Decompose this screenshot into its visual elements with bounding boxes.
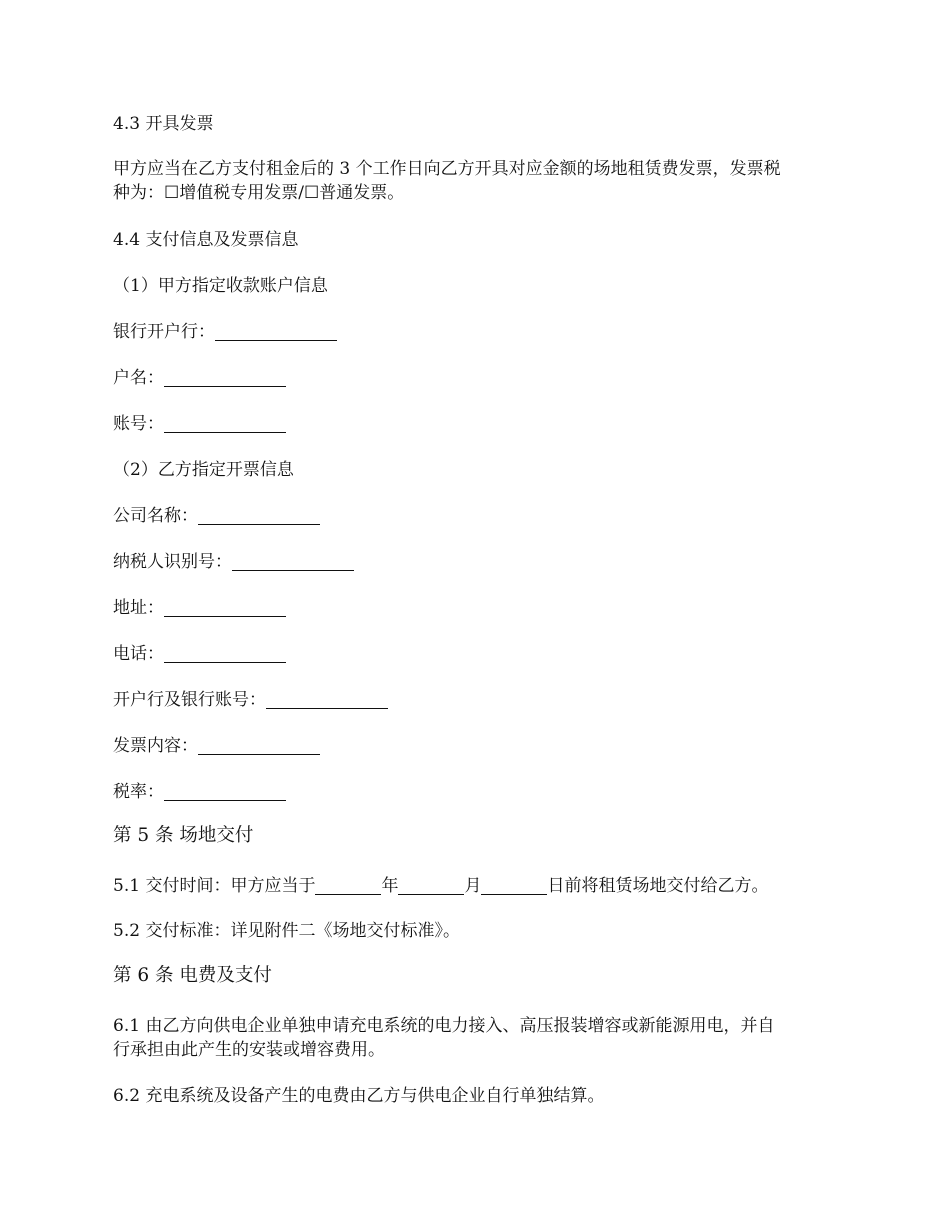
- address-blank[interactable]: [164, 598, 286, 617]
- section-6-2: 6.2 充电系统及设备产生的电费由乙方与供电企业自行单独结算。: [113, 1086, 605, 1106]
- bank-label: 银行开户行：: [113, 322, 215, 342]
- account-name-row: [113, 366, 286, 390]
- invoice-content-blank[interactable]: [198, 736, 320, 755]
- phone-row: [113, 642, 286, 666]
- account-number-blank[interactable]: [164, 414, 286, 433]
- invoice-content-label: 发票内容：: [113, 736, 198, 756]
- tax-rate-row: [113, 780, 286, 804]
- section-5-1-prefix: 5.1 交付时间：甲方应当于: [113, 876, 316, 896]
- subsection-2-heading: （2）乙方指定开票信息: [113, 460, 294, 480]
- taxpayer-id-label: 纳税人识别号：: [113, 552, 232, 572]
- article-5-heading: 第 5 条 场地交付: [113, 825, 254, 846]
- section-6-1-line-2: 行承担由此产生的安装或增容费用。: [113, 1040, 385, 1060]
- address-row: [113, 596, 286, 620]
- account-name-blank[interactable]: [164, 368, 286, 387]
- bank-account-blank[interactable]: [266, 690, 388, 709]
- year-label: 年: [381, 876, 399, 896]
- section-4-3-body-line-1: 甲方应当在乙方支付租金后的 3 个工作日向乙方开具对应金额的场地租赁费发票，发票税: [113, 159, 781, 179]
- taxpayer-id-row: [113, 550, 354, 574]
- phone-label: 电话：: [113, 644, 164, 664]
- section-5-2: 5.2 交付标准：详见附件二《场地交付标准》。: [113, 921, 460, 941]
- month-blank[interactable]: [398, 876, 464, 895]
- day-blank[interactable]: [481, 876, 547, 895]
- account-number-row: [113, 412, 286, 436]
- section-4-3-heading: 4.3 开具发票: [113, 114, 214, 134]
- bank-account-row: [113, 688, 388, 712]
- tax-rate-blank[interactable]: [164, 782, 286, 801]
- company-name-label: 公司名称：: [113, 506, 198, 526]
- section-4-4-heading: 4.4 支付信息及发票信息: [113, 230, 299, 250]
- phone-blank[interactable]: [164, 644, 286, 663]
- section-4-3-body: [113, 157, 848, 205]
- account-name-label: 户名：: [113, 368, 164, 388]
- section-5-1-suffix: 日前将租赁场地交付给乙方。: [547, 876, 769, 896]
- section-6-1: [113, 1014, 848, 1062]
- subsection-1-heading: （1）甲方指定收款账户信息: [113, 276, 328, 296]
- company-name-row: [113, 504, 320, 528]
- bank-field-row: [113, 320, 337, 344]
- address-label: 地址：: [113, 598, 164, 618]
- section-6-1-line-1: 6.1 由乙方向供电企业单独申请充电系统的电力接入、高压报装增容或新能源用电，并自: [113, 1016, 775, 1036]
- bank-account-label: 开户行及银行账号：: [113, 690, 266, 710]
- section-5-1: [113, 874, 768, 898]
- month-label: 月: [464, 876, 482, 896]
- year-blank[interactable]: [315, 876, 381, 895]
- article-6-heading: 第 6 条 电费及支付: [113, 965, 272, 986]
- tax-rate-label: 税率：: [113, 782, 164, 802]
- account-number-label: 账号：: [113, 414, 164, 434]
- bank-blank[interactable]: [215, 322, 337, 341]
- company-name-blank[interactable]: [198, 506, 320, 525]
- invoice-content-row: [113, 734, 320, 758]
- taxpayer-id-blank[interactable]: [232, 552, 354, 571]
- section-4-3-body-line-2: 种为：☐增值税专用发票/☐普通发票。: [113, 183, 405, 203]
